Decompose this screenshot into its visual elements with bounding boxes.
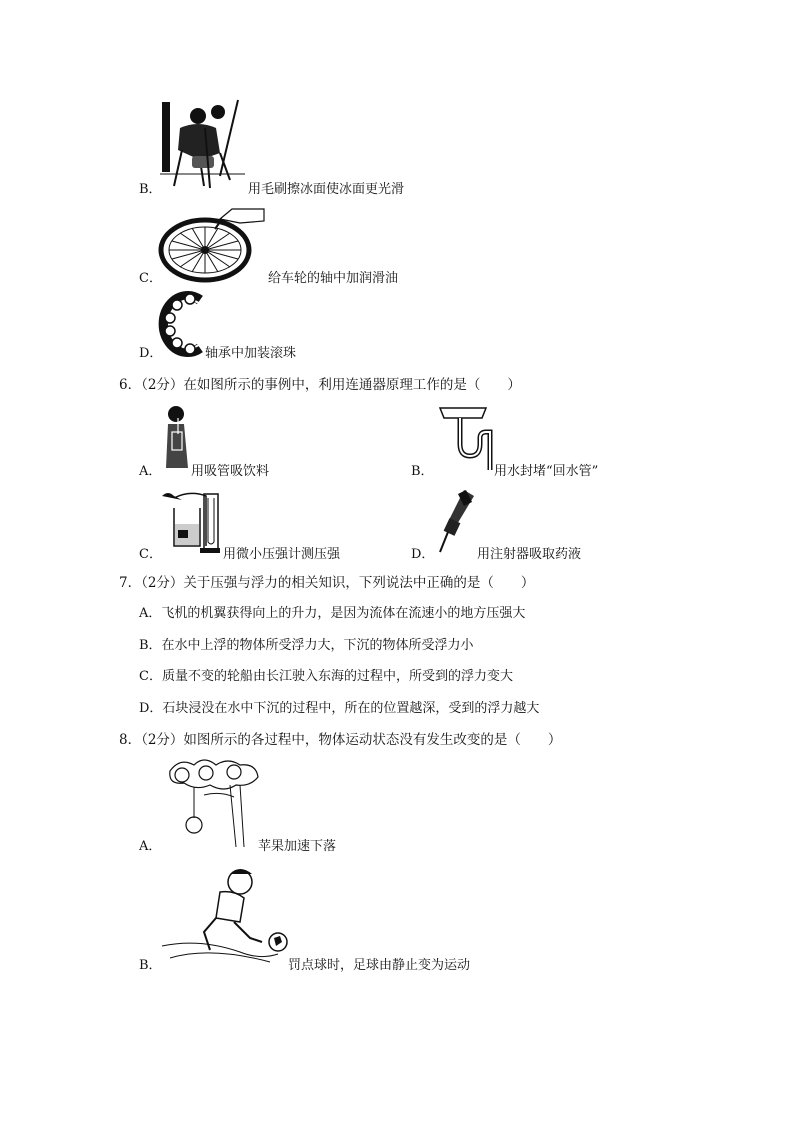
option-text: 用注射器吸取药液 bbox=[477, 547, 582, 562]
option-text: 罚点球时，足球由静止变为运动 bbox=[288, 958, 471, 973]
option-letter: C． bbox=[139, 271, 162, 286]
option-text: 用水封堵“回水管” bbox=[494, 464, 599, 479]
penalty-kick-illustration bbox=[160, 866, 290, 966]
option-letter: D． bbox=[139, 346, 163, 361]
curling-sweeping-illustration bbox=[160, 98, 245, 190]
option-letter: D． bbox=[411, 547, 435, 562]
option-letter: B． bbox=[411, 464, 434, 479]
pressure-gauge-illustration bbox=[160, 490, 220, 554]
option-text: 用微小压强计测压强 bbox=[223, 547, 341, 562]
wheel-oiling-illustration bbox=[160, 205, 268, 285]
sink-trap-illustration bbox=[438, 404, 494, 470]
option-letter: C． bbox=[139, 547, 162, 562]
option-letter: B． bbox=[139, 182, 162, 197]
question-7-stem: 7．（2分）关于压强与浮力的相关知识，下列说法中正确的是（ ） bbox=[119, 575, 535, 591]
q7-option-b: B．在水中上浮的物体所受浮力大，下沉的物体所受浮力小 bbox=[139, 638, 474, 653]
option-text: 轴承中加装滚珠 bbox=[205, 346, 297, 361]
option-text: 给车轮的轴中加润滑油 bbox=[268, 271, 399, 286]
option-text: 用毛刷擦冰面使冰面更光滑 bbox=[248, 182, 405, 197]
q7-option-c: C．质量不变的轮船由长江驶入东海的过程中，所受到的浮力变大 bbox=[139, 669, 513, 684]
syringe-illustration bbox=[436, 488, 476, 554]
ball-bearing-illustration bbox=[160, 290, 206, 358]
question-8-stem: 8．（2分）如图所示的各过程中，物体运动状态没有发生改变的是（ ） bbox=[119, 732, 562, 748]
option-letter: B． bbox=[139, 958, 162, 973]
drinking-straw-illustration bbox=[164, 404, 192, 470]
option-text: 用吸管吸饮料 bbox=[191, 464, 270, 479]
q7-option-a: A．飞机的机翼获得向上的升力，是因为流体在流速小的地方压强大 bbox=[139, 606, 526, 621]
q7-option-d: D．石块浸没在水中下沉的过程中，所在的位置越深，受到的浮力越大 bbox=[139, 701, 540, 716]
question-6-stem: 6．（2分）在如图所示的事例中，利用连通器原理工作的是（ ） bbox=[119, 377, 521, 393]
option-letter: A． bbox=[139, 464, 162, 479]
option-text: 苹果加速下落 bbox=[258, 839, 337, 854]
option-letter: A． bbox=[139, 839, 162, 854]
falling-apple-illustration bbox=[160, 757, 260, 847]
